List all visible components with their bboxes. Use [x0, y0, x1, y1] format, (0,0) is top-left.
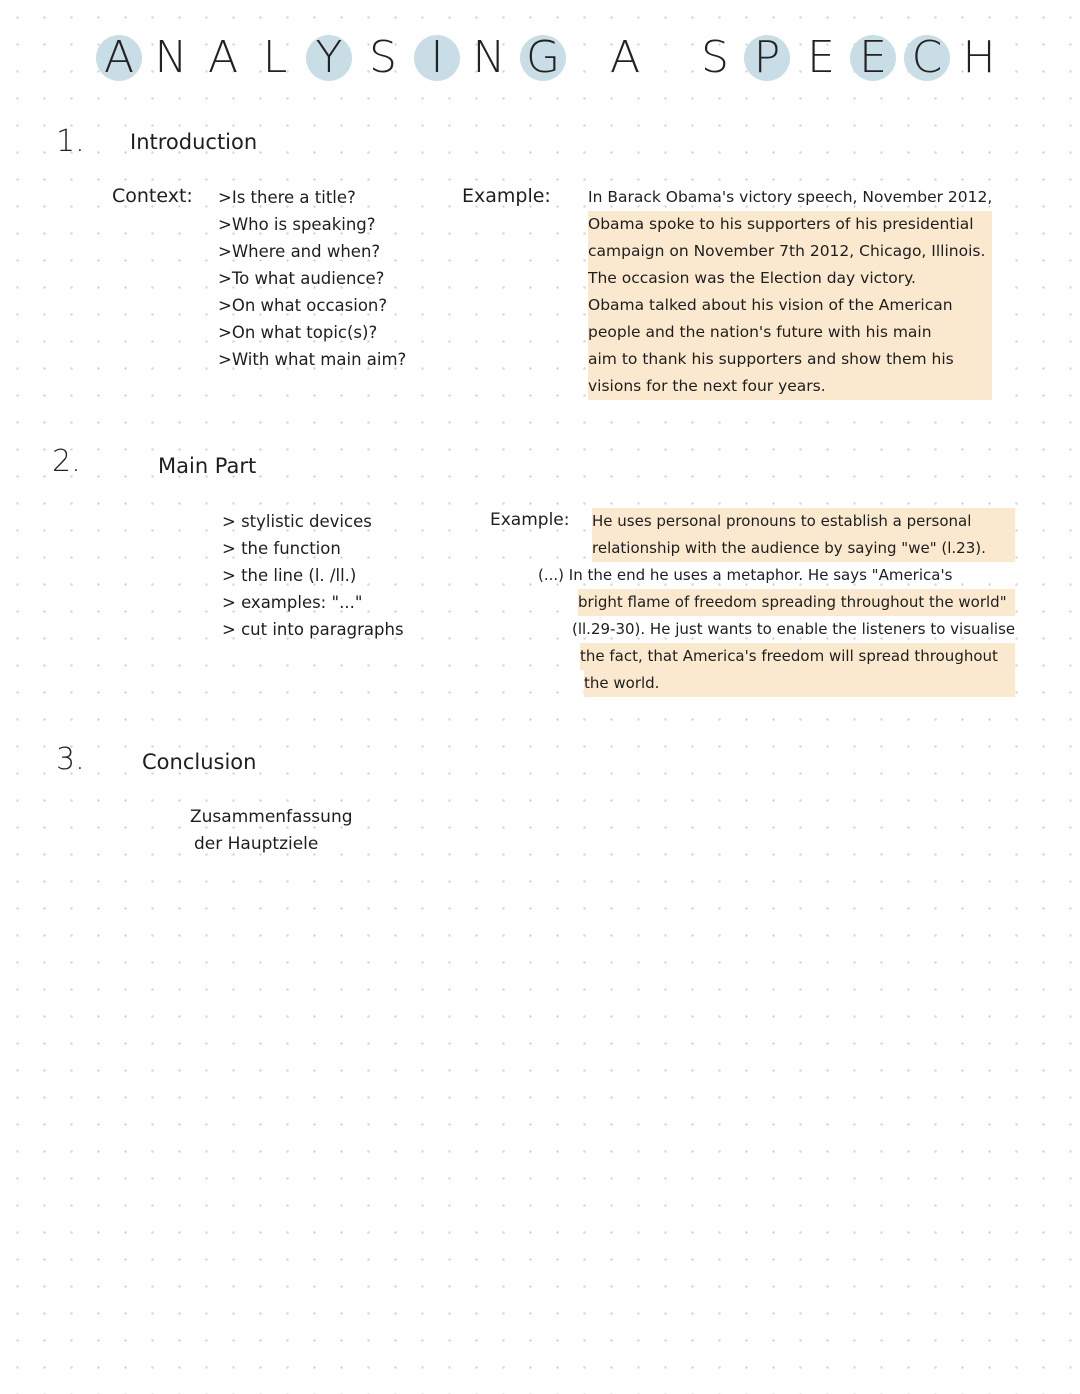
- example-line: (ll.29-30). He just wants to enable the listeners to visualise: [572, 620, 1016, 638]
- list-item: > stylistic devices: [222, 512, 372, 531]
- example-line: visions for the next four years.: [588, 373, 992, 400]
- conclusion-note: [190, 804, 353, 858]
- example-line: bright flame of freedom spreading throughout the world": [578, 589, 1015, 616]
- example-line: the world.: [584, 670, 1015, 697]
- title-letter: L: [262, 32, 288, 83]
- example-line: (...) In the end he uses a metaphor. He says "America's: [538, 566, 953, 584]
- list-item: >To what audience?: [218, 269, 385, 288]
- title-letter: E: [859, 32, 887, 83]
- list-item: > the line (l. /ll.): [222, 566, 357, 585]
- section-number-1: 1.: [56, 124, 85, 159]
- page-title: [92, 30, 1022, 86]
- title-letter: G: [525, 32, 561, 83]
- example-label-main: Example:: [490, 510, 570, 530]
- example-line: relationship with the audience by saying "we" (l.23).: [592, 535, 1015, 562]
- section-heading-introduction: Introduction: [130, 130, 258, 154]
- example-line: campaign on November 7th 2012, Chicago, Illinois.: [588, 238, 992, 265]
- context-question-list: [218, 184, 406, 373]
- example-label-intro: Example:: [462, 185, 551, 207]
- title-letter: E: [807, 32, 835, 83]
- example-line: The occasion was the Election day victory.: [588, 265, 992, 292]
- section-heading-conclusion: Conclusion: [142, 750, 257, 774]
- title-letter: A: [207, 32, 239, 83]
- title-letter: C: [911, 32, 943, 83]
- example-line: the fact, that America's freedom will spread throughout: [580, 643, 1015, 670]
- title-letter: A: [103, 32, 135, 83]
- section-number-3: 3.: [56, 742, 85, 777]
- title-letter: S: [369, 32, 397, 83]
- title-letter: N: [472, 32, 506, 83]
- title-letter: S: [701, 32, 729, 83]
- example-line: He uses personal pronouns to establish a personal: [592, 508, 1015, 535]
- title-letter: I: [430, 32, 444, 83]
- conclusion-note-line: Zusammenfassung: [190, 807, 353, 827]
- title-letter: A: [609, 32, 641, 83]
- section-heading-main-part: Main Part: [158, 454, 257, 478]
- main-part-point-list: [222, 508, 404, 643]
- title-letter: Y: [315, 32, 343, 83]
- conclusion-note-line: der Hauptziele: [194, 834, 319, 854]
- list-item: >On what topic(s)?: [218, 323, 378, 342]
- list-item: >With what main aim?: [218, 350, 407, 369]
- example-line: Obama spoke to his supporters of his presidential: [588, 211, 992, 238]
- title-letter: P: [753, 32, 781, 83]
- list-item: >Who is speaking?: [218, 215, 376, 234]
- list-item: > cut into paragraphs: [222, 620, 404, 639]
- example-paragraph-main: [538, 508, 1016, 697]
- list-item: > the function: [222, 539, 341, 558]
- context-label: Context:: [112, 185, 193, 207]
- list-item: >Is there a title?: [218, 188, 356, 207]
- example-paragraph-intro: [588, 184, 992, 400]
- section-number-2: 2.: [52, 444, 81, 479]
- title-letter: H: [962, 32, 996, 83]
- title-letter: N: [154, 32, 188, 83]
- example-line: Obama talked about his vision of the American: [588, 292, 992, 319]
- example-line: In Barack Obama's victory speech, November 2012,: [588, 188, 993, 206]
- example-line: aim to thank his supporters and show them his: [588, 346, 992, 373]
- list-item: >Where and when?: [218, 242, 381, 261]
- list-item: > examples: "...": [222, 593, 363, 612]
- list-item: >On what occasion?: [218, 296, 388, 315]
- example-line: people and the nation's future with his main: [588, 319, 992, 346]
